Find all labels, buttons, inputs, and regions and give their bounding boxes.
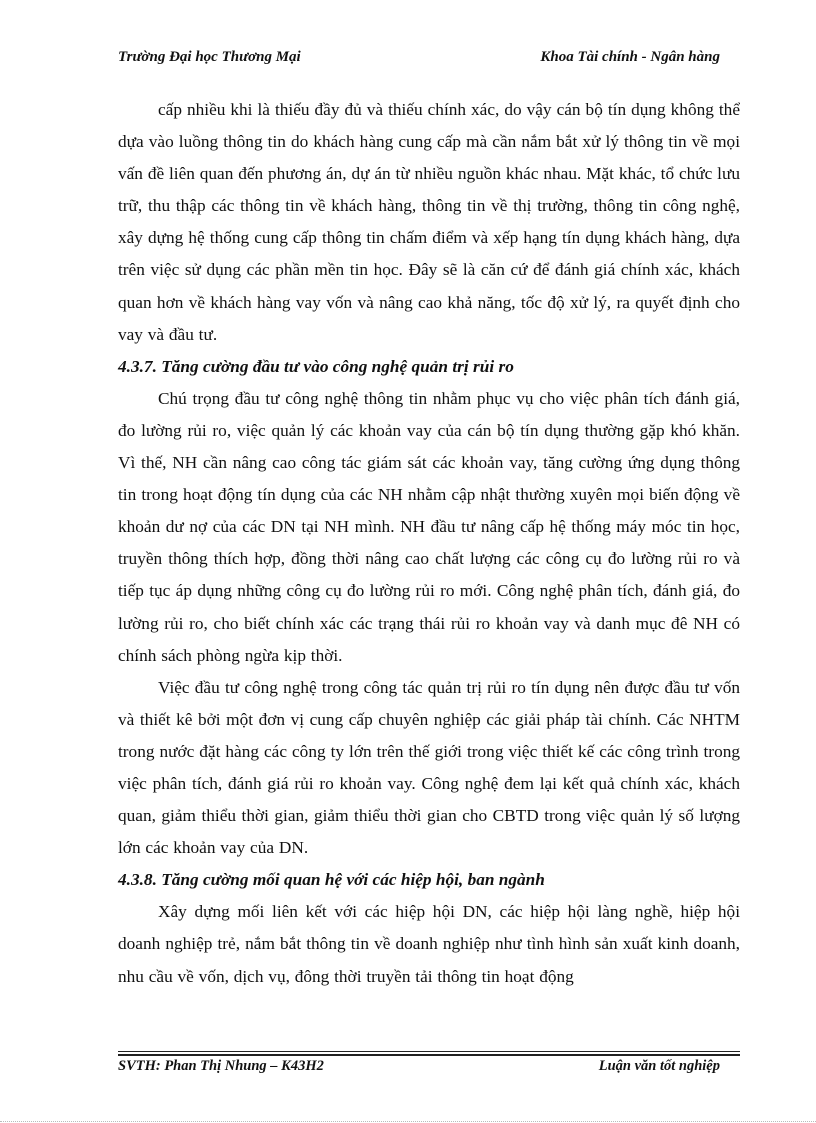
paragraph: Xây dựng mối liên kết với các hiệp hội DN, các hiệp hội làng nghề, hiệp hội doanh nghiệp trẻ, nắm bắt thông tin về doanh nghiệp như tình hình sản xuất kinh doanh, nhu cầu về vốn, dịch vụ, đông thời truyền tải thông tin hoạt động — [118, 902, 740, 986]
paragraph: Chú trọng đầu tư công nghệ thông tin nhằm phục vụ cho việc phân tích đánh giá, đo lường rủi ro, việc quản lý các khoản vay của cán bộ tín dụng thường gặp khó khăn. Vì thế, NH cần nâng cao công tác giám sát các khoản vay, tăng cường ứng dụng thông tin trong hoạt động tín dụng của các NH nhằm cập nhật thường xuyên mọi biến động về khoản dư nợ của các DN tại NH mình. NH đầu tư nâng cấp hệ thống máy móc tin học, truyền thông thích hợp, đồng thời nâng cao chất lượng các công cụ đo lường rủi ro và tiếp tục áp dụng những công cụ đo lường rủi ro mới. Công nghệ phân tích, đánh giá, đo lường rủi ro, cho biết chính xác các trạng thái rủi ro khoản vay và danh mục đê NH có chính sách phòng ngừa kịp thời. — [118, 388, 740, 665]
footer-author: SVTH: Phan Thị Nhung – K43H2 — [118, 1058, 324, 1074]
paragraph-continued: cấp nhiều khi là thiếu đầy đủ và thiếu chính xác, do vậy cán bộ tín dụng không thể dựa vào luồng thông tin do khách hàng cung cấp mà cần nắm bắt xử lý thông tin về mọi vấn đề liên quan đến phương án, dự án từ nhiều nguồn khác nhau. Mặt khác, tổ chức lưu trữ, thu thập các thông tin về khách hàng, thông tin về thị trường, thông tin công nghệ, xây dựng hệ thống cung cấp thông tin chấm điểm và xếp hạng tín dụng khách hàng, dựa trên việc sử dụng các phần mền tin học. Đây sẽ là căn cứ để đánh giá chính xác, khách quan hơn về khách hàng vay vốn và nâng cao khả năng, tốc độ xử lý, ra quyết định cho vay và đầu tư. — [118, 100, 740, 344]
paragraph: Việc đầu tư công nghệ trong công tác quản trị rủi ro tín dụng nên được đầu tư vốn và thiết kê bởi một đơn vị cung cấp chuyên nghiệp các giải pháp tài chính. Các NHTM trong nước đặt hàng các công ty lớn trên thế giới trong việc thiết kế các công trình trong việc phân tích, đánh giá rủi ro khoản vay. Công nghệ đem lại kết quả chính xác, khách quan, giảm thiểu thời gian, giảm thiểu thời gian cho CBTD trong việc quản lý số lượng lớn các khoản vay của DN. — [118, 677, 740, 858]
header-faculty: Khoa Tài chính - Ngân hàng — [540, 49, 720, 65]
footer-thesis-label: Luận văn tốt nghiệp — [598, 1058, 720, 1074]
footer-divider-thick — [118, 1054, 740, 1056]
footer-divider — [118, 1051, 740, 1052]
header-university: Trường Đại học Thương Mại — [118, 49, 301, 65]
page-edge — [0, 1121, 816, 1122]
document-body — [118, 94, 740, 993]
section-heading-4-3-8: 4.3.8. Tăng cường mối quan hệ với các hiệp hội, ban ngành — [118, 870, 545, 890]
section-heading-4-3-7: 4.3.7. Tăng cường đầu tư vào công nghệ quản trị rủi ro — [118, 356, 514, 376]
